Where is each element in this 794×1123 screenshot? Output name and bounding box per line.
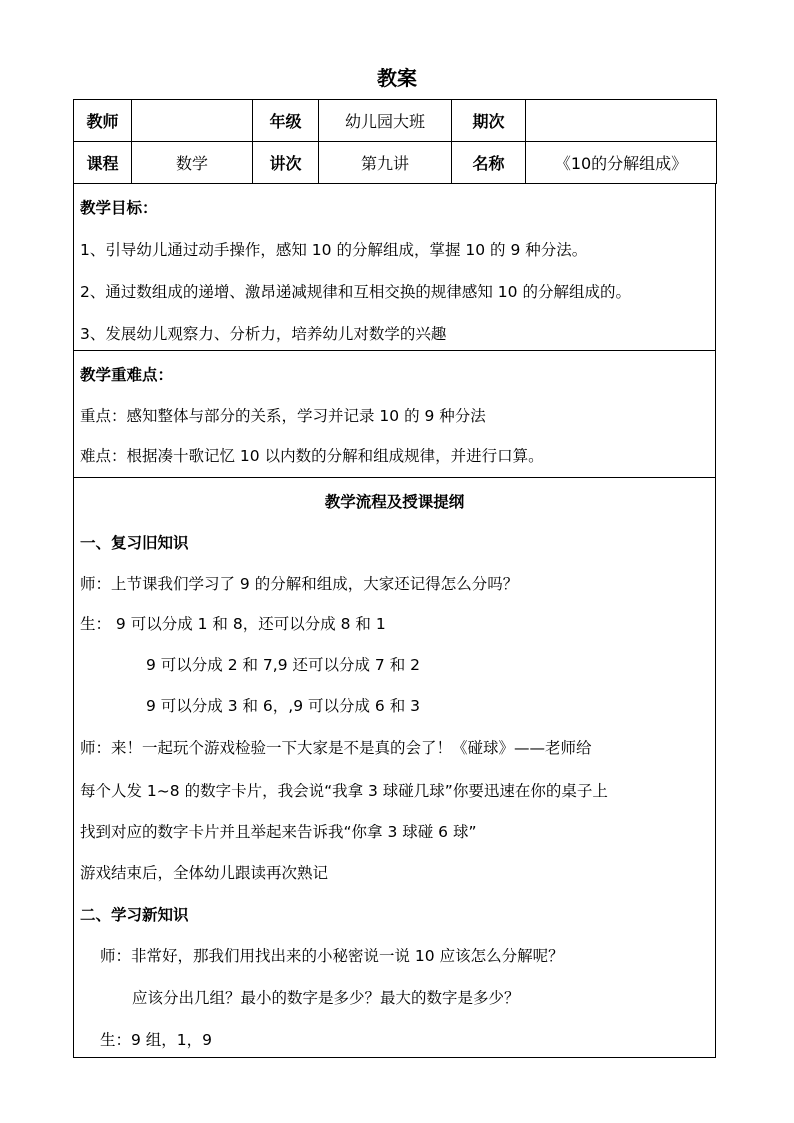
flow-line: 找到对应的数字卡片并且举起来告诉我“你拿 3 球碰 6 球” [80,823,477,841]
lesson-label: 讲次 [253,142,319,184]
page-title: 教案 [377,66,417,90]
section-1-title: 一、复习旧知识 [80,534,189,552]
info-row-1 [74,100,717,142]
flow-line: 生： 9 可以分成 1 和 8，还可以分成 8 和 1 [80,615,386,633]
goals-section [73,183,716,351]
flow-line: 游戏结束后，全体幼儿跟读再次熟记 [80,864,329,882]
flow-line: 每个人发 1~8 的数字卡片，我会说“我拿 3 球碰几球”你要迅速在你的桌子上 [80,782,608,800]
flow-line: 9 可以分成 3 和 6，,9 可以分成 6 和 3 [146,697,421,715]
lesson-value: 第九讲 [319,142,452,184]
term-label: 期次 [452,100,526,142]
term-value [526,100,717,142]
grade-value: 幼儿园大班 [319,100,452,142]
name-label: 名称 [452,142,526,184]
grade-label: 年级 [253,100,319,142]
flow-line: 9 可以分成 2 和 7,9 还可以分成 7 和 2 [146,656,421,674]
goal-item: 2、通过数组成的递增、激昂递减规律和互相交换的规律感知 10 的分解组成的。 [80,283,631,301]
flow-line: 师：来！一起玩个游戏检验一下大家是不是真的会了！《碰球》——老师给 [80,739,592,757]
keypoints-section [73,351,716,478]
course-label: 课程 [74,142,132,184]
goal-item: 1、引导幼儿通过动手操作，感知 10 的分解组成，掌握 10 的 9 种分法。 [80,241,588,259]
flow-line: 应该分出几组？最小的数字是多少？最大的数字是多少？ [132,989,520,1007]
info-table [73,99,717,184]
difficulty-point: 难点：根据凑十歌记忆 10 以内数的分解和组成规律，并进行口算。 [80,447,544,465]
goals-heading: 教学目标： [80,199,158,217]
focus-point: 重点：感知整体与部分的关系，学习并记录 10 的 9 种分法 [80,407,486,425]
info-row-2 [74,142,717,184]
section-2-title: 二、学习新知识 [80,906,189,924]
goal-item: 3、发展幼儿观察力、分析力，培养幼儿对数学的兴趣 [80,325,447,343]
flow-line: 师：非常好，那我们用找出来的小秘密说一说 10 应该怎么分解呢？ [100,947,564,965]
name-value: 《10的分解组成》 [526,142,717,184]
course-value: 数学 [132,142,253,184]
flow-line: 师：上节课我们学习了 9 的分解和组成，大家还记得怎么分吗？ [80,575,519,593]
teacher-value [132,100,253,142]
teacher-label: 教师 [74,100,132,142]
flow-line: 生：9 组，1，9 [100,1031,213,1049]
flow-section [73,478,716,1058]
keypoints-heading: 教学重难点： [80,366,174,384]
flow-heading: 教学流程及授课提纲 [324,493,465,511]
